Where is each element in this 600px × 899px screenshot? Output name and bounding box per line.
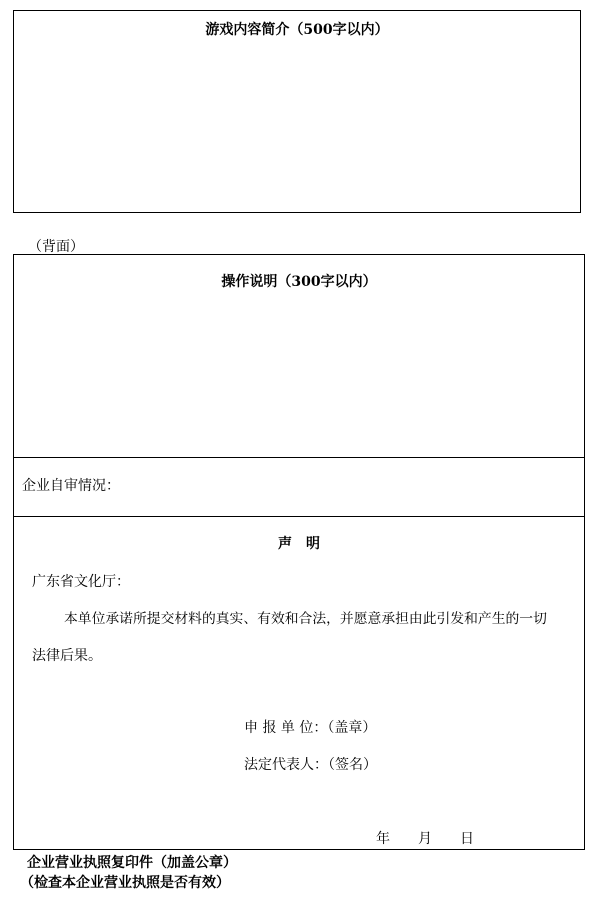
divider-self-review <box>14 516 584 517</box>
intro-box <box>13 10 581 213</box>
footer-line2: （检查本企业营业执照是否有效） <box>20 875 230 891</box>
operation-title: 操作说明（300字以内） <box>221 274 377 290</box>
footer-line1: 企业营业执照复印件（加盖公章） <box>27 855 237 871</box>
legal-rep-signature: 法定代表人：（签名） <box>244 757 377 773</box>
declaration-body-line2: 法律后果。 <box>32 648 102 664</box>
divider-operation <box>14 457 584 458</box>
declaration-body-line1: 本单位承诺所提交材料的真实、有效和合法，并愿意承担由此引发和产生的一切 <box>64 611 547 627</box>
applicant-seal: 申 报 单 位：（盖章） <box>244 720 377 736</box>
intro-title: 游戏内容简介（500字以内） <box>205 22 389 38</box>
declaration-date: 年 月 日 <box>376 831 474 847</box>
self-review-label: 企业自审情况： <box>22 478 120 494</box>
back-label: （背面） <box>28 239 84 255</box>
form-box <box>13 254 585 850</box>
declaration-addressee: 广东省文化厅： <box>32 574 130 590</box>
declaration-title: 声 明 <box>278 536 320 552</box>
